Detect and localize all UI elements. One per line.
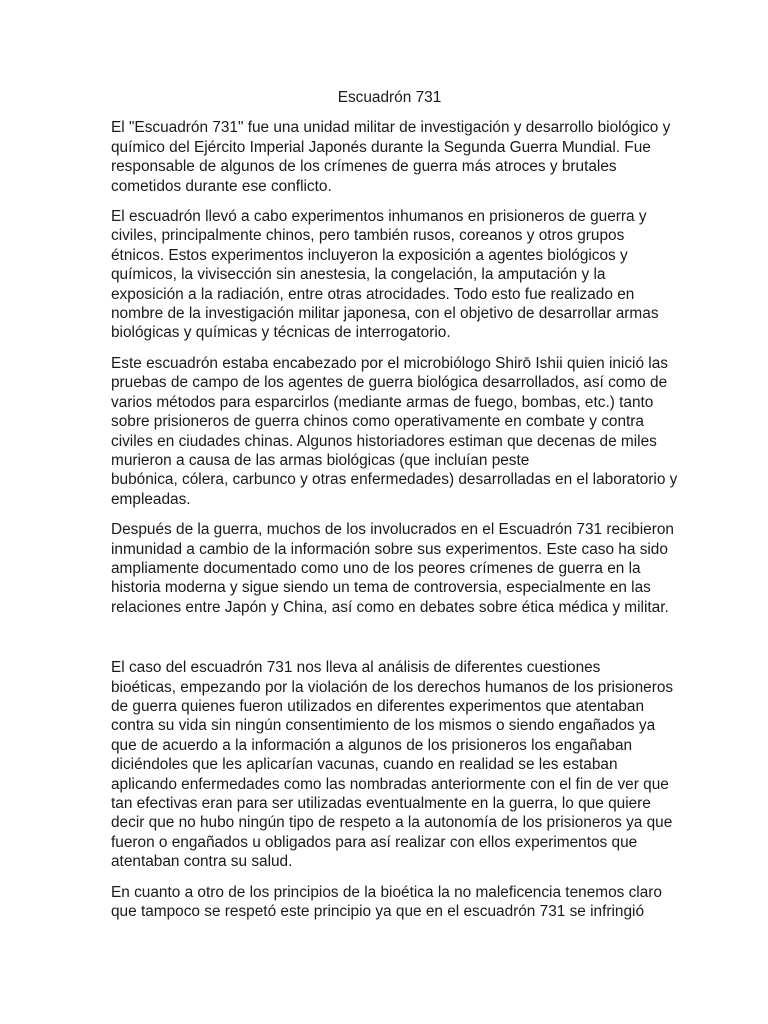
paragraph-line: bioéticas, empezando por la violación de los derechos humanos de los prisioneros — [111, 678, 674, 696]
paragraph-line: de guerra quienes fueron utilizados en diferentes experimentos que atentaban — [111, 697, 645, 715]
paragraph-line: empleadas. — [111, 490, 191, 508]
paragraph-3 — [111, 354, 678, 509]
paragraph-1 — [111, 118, 671, 196]
paragraph-line: Después de la guerra, muchos de los involucrados en el Escuadrón 731 recibieron — [111, 521, 674, 539]
paragraph-6 — [111, 883, 668, 922]
paragraph-line: Este escuadrón estaba encabezado por el microbiólogo Shirō Ishii quien inició las — [111, 354, 668, 372]
paragraph-line: relaciones entre Japón y China, así como en debates sobre ética médica y militar. — [111, 598, 669, 616]
section-spacer — [111, 628, 668, 658]
paragraph-line: cometidos durante ese conflicto. — [111, 177, 332, 195]
paragraph-line: contra su vida sin ningún consentimiento de los mismos o siendo engañados ya — [111, 717, 656, 735]
paragraph-line: biológicas y químicas y técnicas de interrogatorio. — [111, 324, 451, 342]
paragraph-line: pruebas de campo de los agentes de guerra biológica desarrollados, así como de — [111, 374, 668, 392]
paragraph-line: varios métodos para esparcirlos (mediante armas de fuego, bombas, etc.) tanto — [111, 393, 654, 411]
paragraph-line: bubónica, cólera, carbunco y otras enfermedades) desarrolladas en el laboratorio y — [111, 471, 678, 489]
paragraph-line: atentaban contra su salud. — [111, 853, 293, 871]
paragraph-line: químicos, la vivisección sin anestesia, la congelación, la amputación y la — [111, 266, 606, 284]
paragraph-2 — [111, 207, 668, 343]
paragraph-5 — [111, 658, 674, 871]
document-title: Escuadrón 731 — [337, 89, 442, 106]
paragraph-line: El escuadrón llevó a cabo experimentos inhumanos en prisioneros de guerra y — [111, 208, 647, 226]
paragraph-line: En cuanto a otro de los principios de la bioética la no maleficencia tenemos claro — [111, 883, 662, 901]
paragraph-line: sobre prisioneros de guerra chinos como operativamente en combate y contra — [111, 413, 644, 431]
paragraph-line: que de acuerdo a la información a algunos de los prisioneros los engañaban — [111, 736, 633, 754]
paragraph-line: químico del Ejército Imperial Japonés durante la Segunda Guerra Mundial. Fue — [111, 138, 651, 156]
paragraph-line: civiles en ciudades chinas. Algunos historiadores estiman que decenas de miles — [111, 432, 657, 450]
paragraph-line: El caso del escuadrón 731 nos lleva al análisis de diferentes cuestiones — [111, 659, 601, 677]
paragraph-line: responsable de algunos de los crímenes de guerra más atroces y brutales — [111, 158, 617, 176]
paragraph-line: aplicando enfermedades como las nombradas anteriormente con el fin de ver que — [111, 775, 669, 793]
paragraph-line: historia moderna y sigue siendo un tema de controversia, especialmente en las — [111, 579, 651, 597]
paragraph-line: tan efectivas eran para ser utilizadas eventualmente en la guerra, lo que quiere — [111, 795, 651, 812]
paragraph-line: murieron a causa de las armas biológicas (que incluían peste — [111, 451, 530, 469]
paragraph-line: ampliamente documentado como uno de los peores crímenes de guerra en la — [111, 559, 641, 577]
paragraph-line: inmunidad a cambio de la información sobre sus experimentos. Este caso ha sido — [111, 540, 668, 558]
paragraph-line: decir que no hubo ningún tipo de respeto a la autonomía de los prisioneros ya que — [111, 814, 673, 832]
paragraph-line: que tampoco se respetó este principio ya que en el escuadrón 731 se infringió — [111, 903, 645, 921]
paragraph-line: nombre de la investigación militar japonesa, con el objetivo de desarrollar armas — [111, 305, 659, 323]
paragraph-4 — [111, 520, 674, 617]
paragraph-line: étnicos. Estos experimentos incluyeron la exposición a agentes biológicos y — [111, 246, 628, 264]
paragraph-line: fueron o engañados u obligados para así realizar con ellos experimentos que — [111, 833, 638, 851]
paragraph-line: diciéndoles que les aplicarían vacunas, cuando en realidad se les estaban — [111, 756, 618, 774]
paragraph-line: exposición a la radiación, entre otras atrocidades. Todo esto fue realizado en — [111, 285, 635, 303]
paragraph-line: El "Escuadrón 731" fue una unidad militar de investigación y desarrollo biológico y — [111, 119, 671, 137]
paragraph-line: civiles, principalmente chinos, pero también rusos, coreanos y otros grupos — [111, 227, 625, 245]
